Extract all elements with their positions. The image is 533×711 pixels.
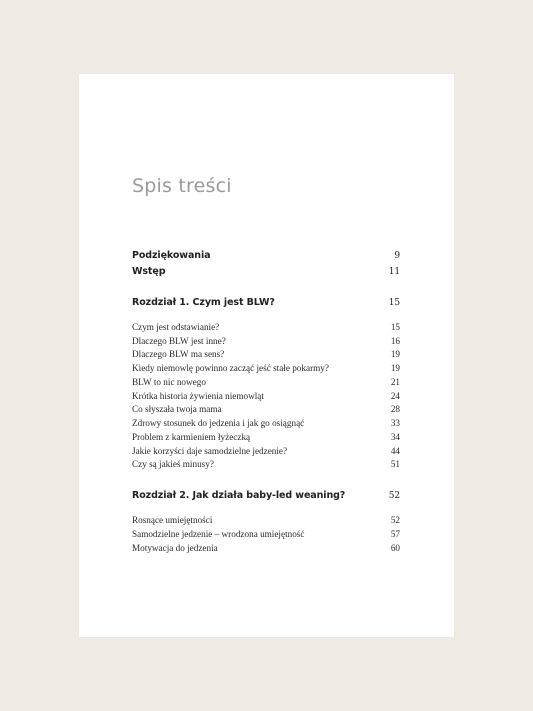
toc-entry — [132, 418, 400, 428]
toc-entry-label: Krótka historia żywienia niemowląt — [132, 391, 264, 401]
toc-entry-label: Czym jest odstawianie? — [132, 322, 220, 332]
toc-entry-page: 9 — [394, 251, 400, 261]
toc-entry-page: 52 — [388, 491, 400, 501]
toc-entry-label: Rozdział 2. Jak działa baby-led weaning? — [132, 490, 346, 501]
toc-entry-label: Wstęp — [132, 266, 166, 277]
toc-entry-page: 19 — [390, 363, 400, 373]
toc-entry-label: Samodzielne jedzenie – wrodzona umiejętność — [132, 529, 305, 539]
toc-entry — [132, 459, 400, 469]
toc-entry-label: Rozdział 1. Czym jest BLW? — [132, 297, 275, 308]
toc-entry — [132, 363, 400, 373]
toc-entry — [132, 377, 400, 387]
toc-entry — [132, 432, 400, 442]
toc-entry — [132, 391, 400, 401]
toc-entry-page: 34 — [390, 432, 400, 442]
toc-entry-page: 19 — [390, 349, 400, 359]
toc-entry-label: Problem z karmieniem łyżeczką — [132, 432, 251, 442]
toc-entry-page: 15 — [390, 322, 400, 332]
toc-entry — [132, 322, 400, 332]
toc-entry-label: Podziękowania — [132, 250, 211, 261]
toc-entry — [132, 446, 400, 456]
toc-entry-page: 21 — [390, 377, 400, 387]
toc-entry — [132, 336, 400, 346]
page-title: Spis treści — [132, 175, 232, 197]
toc-entry-label: Dlaczego BLW jest inne? — [132, 336, 226, 346]
toc-entry-page: 52 — [390, 515, 400, 525]
toc-entry-page: 44 — [390, 446, 400, 456]
toc-entry-page: 16 — [390, 336, 400, 346]
toc-entry-label: Czy są jakieś minusy? — [132, 459, 214, 469]
toc-entry — [132, 250, 400, 261]
toc-entry — [132, 266, 400, 277]
toc-chapter-heading — [132, 490, 400, 501]
toc-entry-page: 11 — [388, 267, 400, 277]
toc-entry — [132, 543, 400, 553]
toc-entry-page: 28 — [390, 404, 400, 414]
toc-entry-page: 24 — [390, 391, 400, 401]
toc-entry-label: Co słyszała twoja mama — [132, 404, 222, 414]
toc-entry-label: Motywacja do jedzenia — [132, 543, 218, 553]
toc-entry — [132, 349, 400, 359]
toc-entry-label: BLW to nic nowego — [132, 377, 206, 387]
toc-entry-label: Zdrowy stosunek do jedzenia i jak go osiągnąć — [132, 418, 305, 428]
toc-entry — [132, 529, 400, 539]
toc-entry-page: 57 — [390, 529, 400, 539]
toc-entry — [132, 515, 400, 525]
toc-entry-label: Rosnące umiejętności — [132, 515, 213, 525]
toc-entry-label: Jakie korzyści daje samodzielne jedzenie? — [132, 446, 288, 456]
toc-entry-page: 51 — [390, 459, 400, 469]
toc-entry-page: 15 — [388, 298, 400, 308]
toc-chapter-heading — [132, 297, 400, 308]
toc-entry-label: Kiedy niemowlę powinno zacząć jeść stałe pokarmy? — [132, 363, 329, 373]
toc-entry — [132, 404, 400, 414]
toc-entry-page: 33 — [390, 418, 400, 428]
toc-entry-page: 60 — [390, 543, 400, 553]
toc-entry-label: Dlaczego BLW ma sens? — [132, 349, 225, 359]
book-page — [79, 74, 454, 637]
